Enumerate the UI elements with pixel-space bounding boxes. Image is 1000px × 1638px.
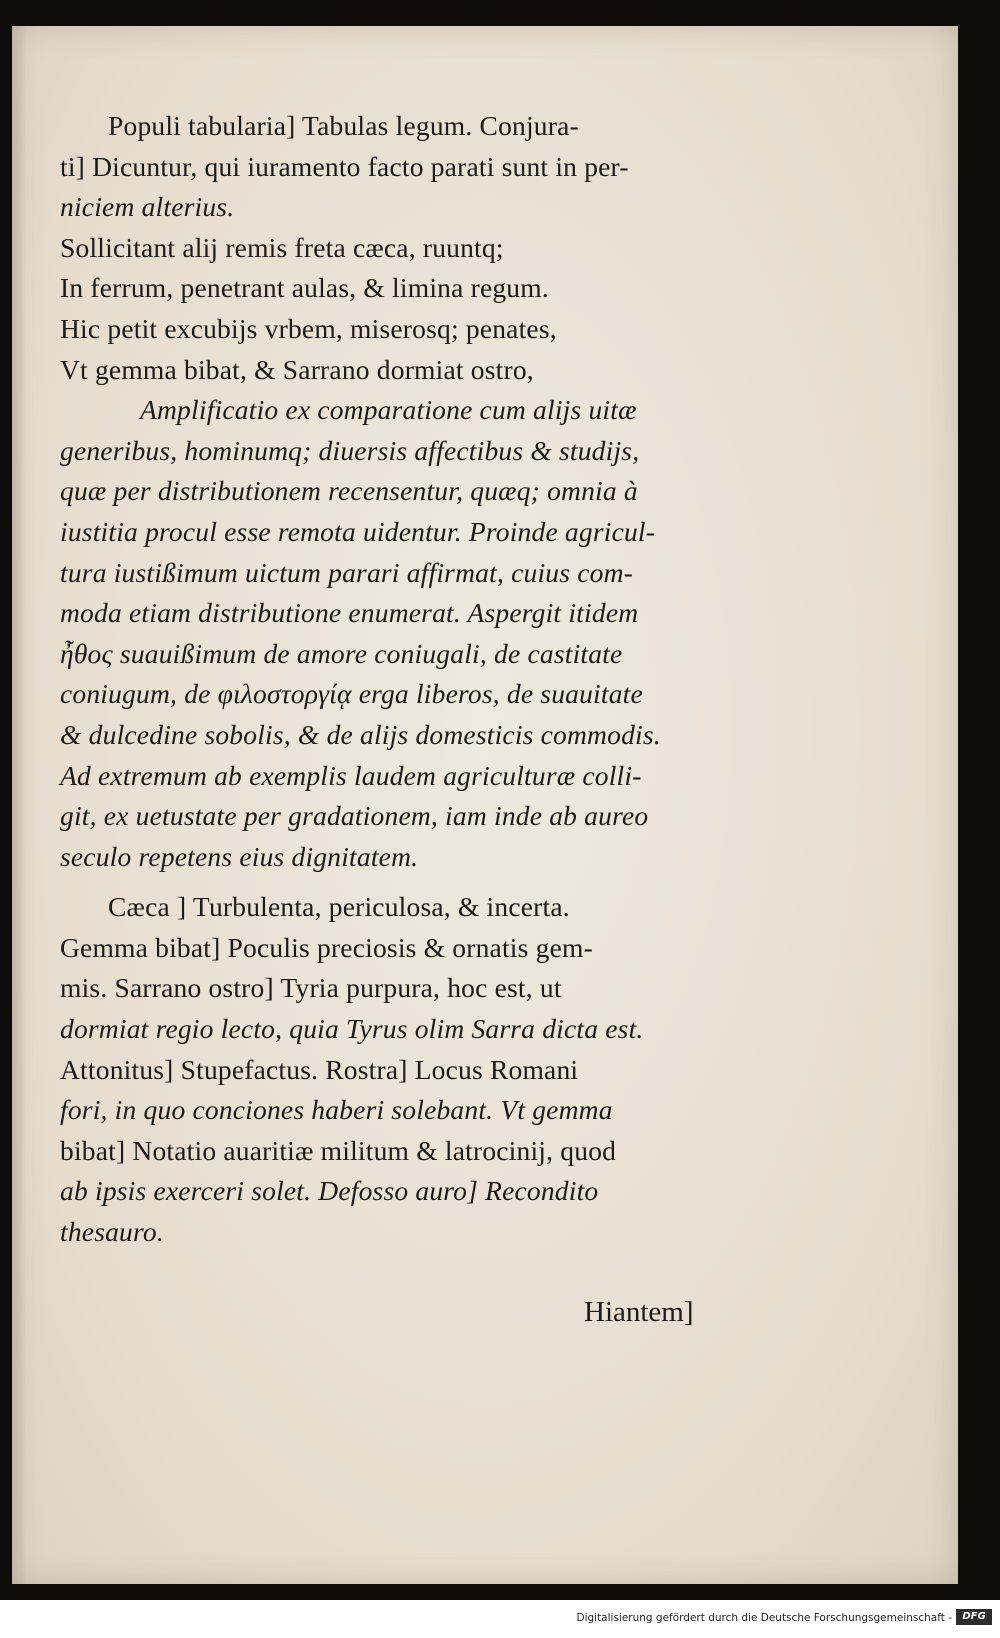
text-line: coniugum, de φιλοστοργίᾳ erga liberos, de suauitate [60,678,643,710]
text-line: ti] Dicuntur, qui iuramento facto parati sunt in per- [60,150,629,182]
text-line: Amplificatio ex comparatione cum alijs uitæ [140,394,637,426]
catchword: Hiantem] [584,1296,694,1328]
verse-line: Sollicitant alij remis freta cæca, ruuntq; [60,231,504,263]
text-line: Ad extremum ab exemplis laudem agriculturæ colli- [60,759,642,791]
funding-credit: Digitalisierung gefördert durch die Deutsche Forschungsgemeinschaft - [576,1612,952,1624]
footer-bar [0,1600,1000,1638]
text-line: bibat] Notatio auaritiæ militum & latrocinij, quod [60,1134,617,1166]
text-line: mis. Sarrano ostro] Tyria purpura, hoc est, ut [60,972,562,1004]
text-line: dormiat regio lecto, quia Tyrus olim Sarra dicta est. [60,1013,644,1045]
text-line: tura iustißimum uictum parari affirmat, cuius com- [60,556,633,588]
text-line: iustitia procul esse remota uidentur. Proinde agricul- [60,515,656,547]
text-line: & dulcedine sobolis, & de alijs domesticis commodis. [60,718,661,750]
text-line: Gemma bibat] Poculis preciosis & ornatis gem- [60,931,593,963]
text-line: Populi tabularia] Tabulas legum. Conjura- [108,110,579,141]
page-gutter-shadow [12,26,26,1584]
dfg-logo: DFG [956,1609,992,1625]
text-line: generibus, hominumq; diuersis affectibus & studijs, [60,434,640,466]
text-line: seculo repetens eius dignitatem. [60,840,419,872]
text-line: fori, in quo conciones haberi solebant. Vt gemma [60,1094,613,1126]
verse-line: Hic petit excubijs vrbem, miserosq; penates, [60,312,557,344]
text-line: ἦθος suauißimum de amore coniugali, de castitate [60,637,623,669]
text-line: quæ per distributionem recensentur, quæq; omnia à [60,475,638,507]
text-line: Attonitus] Stupefactus. Rostra] Locus Romani [60,1053,579,1085]
text-line: git, ex uetustate per gradationem, iam inde ab aureo [60,800,649,832]
page-text [60,106,740,1253]
verse-line: In ferrum, penetrant aulas, & limina regum. [60,272,549,304]
text-line: ab ipsis exerceri solet. Defosso auro] Recondito [60,1175,599,1207]
book-page [12,26,958,1584]
text-line: thesauro. [60,1216,164,1248]
text-line: moda etiam distributione enumerat. Aspergit itidem [60,597,639,629]
text-line: niciem alterius. [60,191,235,223]
text-line: Cæca ] Turbulenta, periculosa, & incerta. [108,891,570,923]
verse-line: Vt gemma bibat, & Sarrano dormiat ostro, [60,353,534,385]
